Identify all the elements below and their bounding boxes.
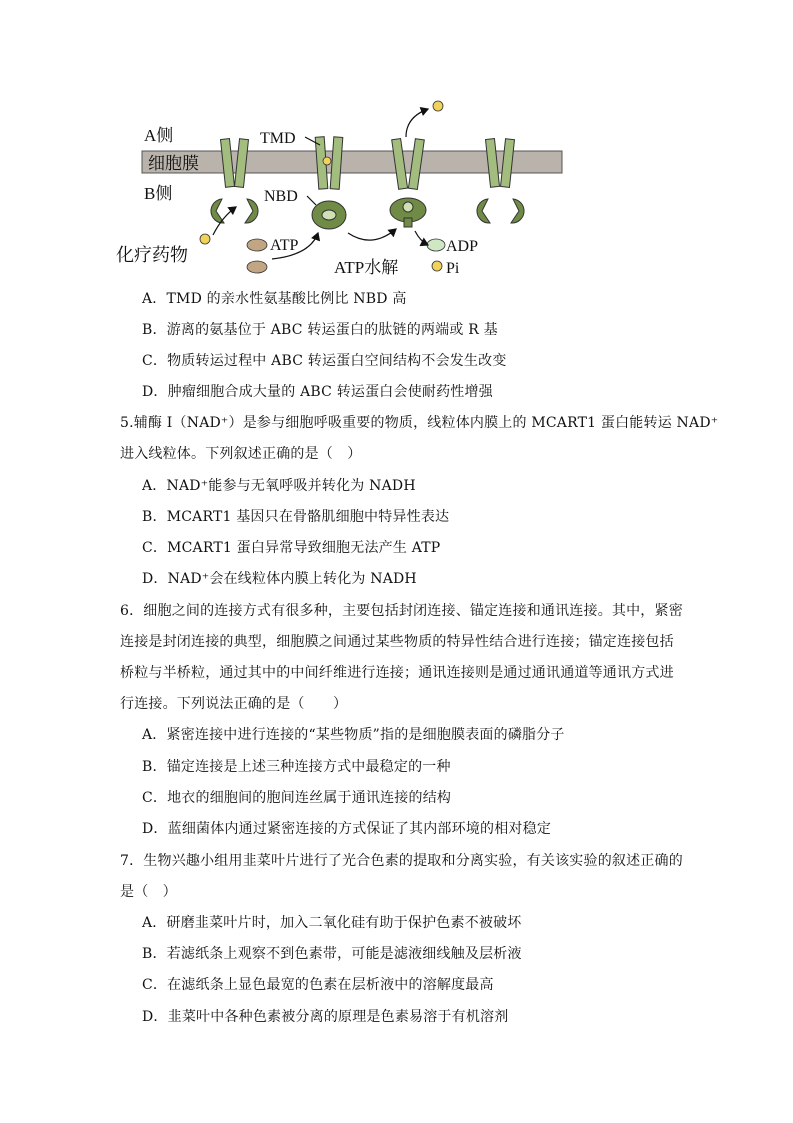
label-drug: 化疗药物 (116, 245, 188, 265)
q6-option-d: D．蓝细菌体内通过紧密连接的方式保证了其内部环境的相对稳定 (142, 821, 552, 837)
label-adp: ADP (446, 238, 479, 255)
abc-transporter-figure (110, 95, 570, 285)
q4-option-c: C．物质转运过程中 ABC 转运蛋白空间结构不会发生改变 (142, 353, 507, 369)
label-side-b: B侧 (144, 184, 173, 203)
q4-option-b: B．游离的氨基位于 ABC 转运蛋白的肽链的两端或 R 基 (142, 322, 498, 338)
nbd-pointer (307, 196, 316, 205)
q5-option-a: A．NAD⁺能参与无氧呼吸并转化为 NADH (142, 478, 416, 494)
q7-option-b: B．若滤纸条上观察不到色素带，可能是滤液细线触及层析液 (142, 946, 522, 962)
q4-option-d: D．肿瘤细胞合成大量的 ABC 转运蛋白会使耐药性增强 (142, 384, 493, 400)
label-tmd: TMD (260, 130, 296, 147)
label-membrane: 细胞膜 (148, 154, 199, 173)
label-side-a: A侧 (144, 126, 174, 145)
membrane-band (142, 151, 562, 173)
q5-option-b: B．MCART1 基因只在骨骼肌细胞中特异性表达 (142, 509, 450, 525)
adp-arrow (415, 231, 428, 245)
q4-option-a: A．TMD 的亲水性氨基酸比例比 NBD 高 (142, 291, 407, 307)
export-arrow (406, 109, 428, 137)
q5-stem-line-2: 进入线粒体。下列叙述正确的是（ ） (120, 446, 362, 462)
label-nbd: NBD (264, 188, 298, 205)
q5-stem-line-1: 5.辅酶 I（NAD⁺）是参与细胞呼吸重要的物质，线粒体内膜上的 MCART1 蛋白能转运 NAD⁺ (120, 415, 719, 431)
q6-stem-line-2: 连接是封闭连接的典型，细胞膜之间通过某些物质的特异性结合进行连接；锚定连接包括 (120, 634, 674, 650)
q6-stem-line-1: 6．细胞之间的连接方式有很多种，主要包括封闭连接、锚定连接和通讯连接。其中，紧密 (120, 603, 683, 619)
q7-stem-line-1: 7．生物兴趣小组用韭菜叶片进行了光合色素的提取和分离实验，有关该实验的叙述正确的 (120, 853, 683, 869)
q6-stem-line-3: 桥粒与半桥粒，通过其中的中间纤维进行连接；通讯连接则是通过通讯通道等通讯方式进 (120, 665, 674, 681)
label-pi: Pi (446, 260, 460, 277)
q5-option-c: C．MCART1 蛋白异常导致细胞无法产生 ATP (142, 540, 441, 556)
q6-option-c: C．地衣的细胞间的胞间连丝属于通讯连接的结构 (142, 790, 452, 806)
label-atp: ATP (270, 237, 299, 254)
q6-option-a: A．紧密连接中进行连接的“某些物质”指的是细胞膜表面的磷脂分子 (142, 727, 565, 743)
pi-molecule (432, 261, 442, 271)
q6-stem-line-4: 行连接。下列说法正确的是（ ） (120, 696, 348, 712)
hydrolysis-arrow (348, 229, 396, 240)
q7-option-d: D．韭菜叶中各种色素被分离的原理是色素易溶于有机溶剂 (142, 1009, 509, 1025)
q7-option-a: A．研磨韭菜叶片时，加入二氧化硅有助于保护色素不被破坏 (142, 915, 522, 931)
atp-molecule-1 (247, 239, 267, 251)
drug-molecule-exported (433, 101, 443, 111)
q5-option-d: D．NAD⁺会在线粒体内膜上转化为 NADH (142, 571, 417, 587)
q7-stem-line-2: 是（ ） (120, 884, 177, 900)
adp-molecule (427, 239, 445, 251)
q7-option-c: C．在滤纸条上显色最宽的色素在层析液中的溶解度最高 (142, 977, 494, 993)
drug-molecule (200, 234, 210, 244)
atp-molecule-2 (247, 261, 267, 273)
label-hydrolysis: ATP水解 (334, 258, 399, 277)
q6-option-b: B．锚定连接是上述三种连接方式中最稳定的一种 (142, 759, 451, 775)
